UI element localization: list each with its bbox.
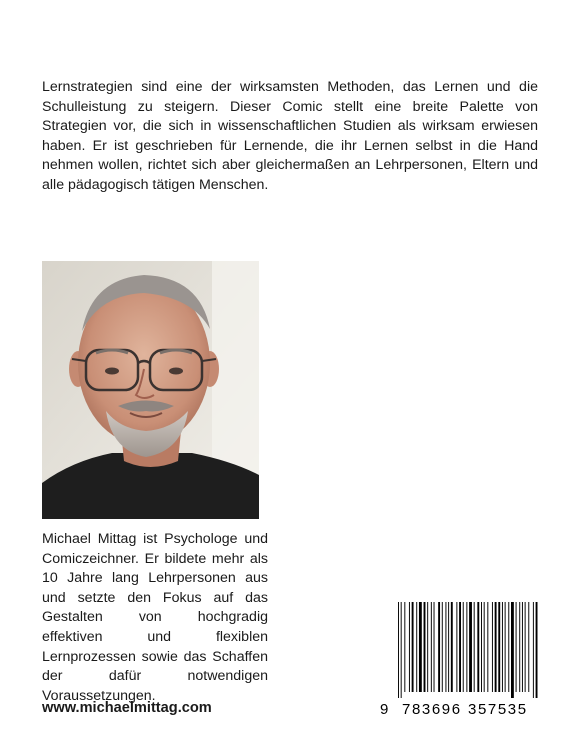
isbn-digit-group-2: 357535 xyxy=(468,701,528,716)
barcode-bar xyxy=(409,602,410,692)
barcode-bar xyxy=(431,602,432,692)
barcode-bar xyxy=(508,602,509,692)
barcode-bar xyxy=(466,602,467,692)
barcode-bar xyxy=(445,602,446,692)
barcode-bar xyxy=(487,602,488,692)
barcode-bar xyxy=(419,602,422,692)
author-bio: Michael Mittag ist Psychologe und Comiczeichner. Er bildete mehr als 10 Jahre lang Lehrpersonen aus und setzte den Fokus auf das Gestalten von hochgradig effektiven und flexiblen Lernprozessen sowie das Schaffen der dafür notwendigen Voraussetzungen. xyxy=(42,531,268,704)
barcode-bar xyxy=(525,602,526,692)
barcode-bar xyxy=(424,602,426,692)
author-photo xyxy=(42,261,259,519)
barcode-bar xyxy=(474,602,475,692)
barcode-bar xyxy=(498,602,500,692)
barcode-bar xyxy=(528,602,529,692)
barcode-bar xyxy=(505,602,506,692)
isbn-digit-group-1: 783696 xyxy=(402,701,462,716)
barcode-bar xyxy=(484,602,485,692)
barcode-bar xyxy=(456,602,457,692)
barcode-bar xyxy=(451,602,453,692)
barcode-bar xyxy=(477,602,479,692)
barcode-bar xyxy=(404,602,405,692)
barcode-bar xyxy=(511,602,514,698)
barcode-bar xyxy=(522,602,523,692)
barcode-bar xyxy=(492,602,493,692)
isbn-barcode xyxy=(380,598,540,716)
author-portrait-image xyxy=(42,261,259,519)
barcode-bar xyxy=(427,602,428,692)
barcode-bar xyxy=(519,602,520,692)
back-cover-blurb: Lernstrategien sind eine der wirksamsten Methoden, das Lernen und die Schulleistung zu steigern. Dieser Comic stellt eine breite Palette von Strategien vor, die sich in wissenschaftlichen Studien als wirksam erwiesen haben. Er ist geschrieben für Lernende, die ihr Lernen selbst in die Hand nehmen wollen, richtet sich aber gleichermaßen an Lehrpersonen, Eltern und alle pädagogisch tätigen Menschen. xyxy=(42,79,538,193)
barcode-bar xyxy=(502,602,503,692)
barcode-bar xyxy=(533,602,534,698)
barcode-bar xyxy=(516,602,517,692)
barcode-bar xyxy=(463,602,464,692)
barcode-bar xyxy=(398,602,399,698)
barcode-bar xyxy=(401,602,402,698)
barcode-bar xyxy=(416,602,417,692)
barcode-bar xyxy=(459,602,461,692)
author-website: www.michaelmittag.com xyxy=(42,700,212,716)
barcode-bar xyxy=(481,602,482,692)
barcode-bar xyxy=(412,602,414,692)
barcode-bar xyxy=(438,602,440,692)
isbn-first-digit: 9 xyxy=(380,701,389,716)
barcode-bar xyxy=(495,602,497,692)
barcode-bar xyxy=(434,602,435,692)
barcode-bar xyxy=(536,602,538,698)
barcode-bar xyxy=(469,602,472,692)
barcode-bar xyxy=(448,602,449,692)
barcode-bar xyxy=(442,602,443,692)
